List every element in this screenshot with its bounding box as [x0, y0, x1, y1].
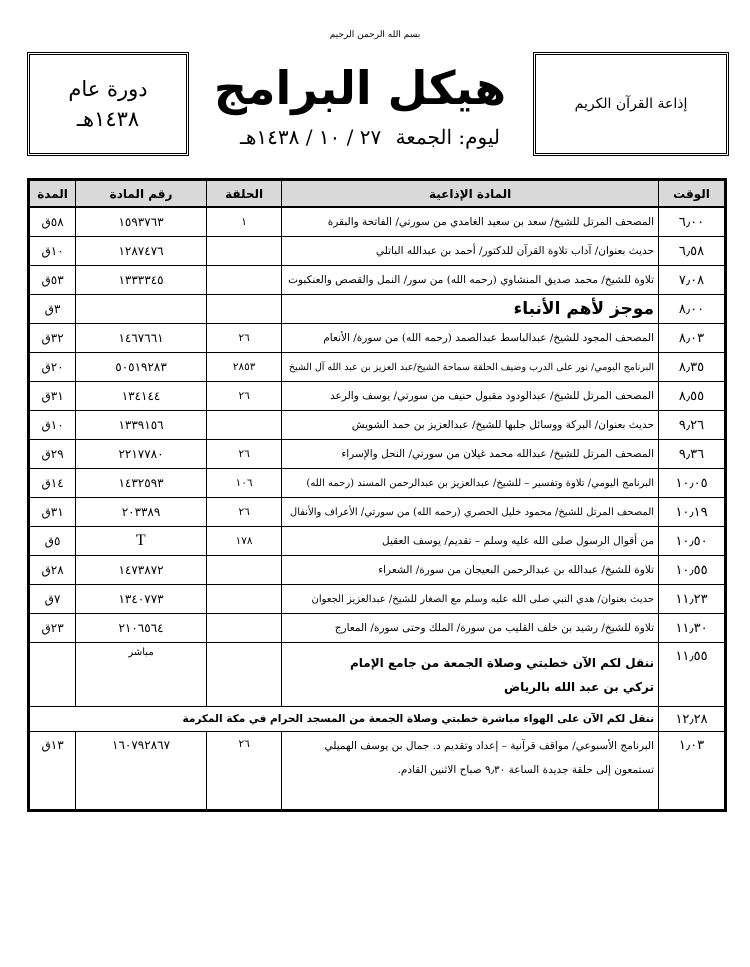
- station-box: [533, 52, 729, 156]
- table-row: [29, 411, 726, 440]
- last-line-1: البرنامج الأسبوعي/ مواقف قرآنية – إعداد وتقديم د. جمال بن يوسف الهميلي: [324, 740, 655, 752]
- row-program: المصحف المجود للشيخ/ عبدالباسط عبدالصمد (رحمه الله) من سورة/ الأنعام: [282, 324, 659, 353]
- row-duration: ١٤ق: [29, 469, 76, 498]
- row-code: ١٢٨٧٤٧٦: [76, 237, 207, 266]
- header-code: رقم المادة: [76, 180, 207, 208]
- header-episode: الحلقة: [206, 180, 281, 208]
- table-row: [29, 353, 726, 382]
- row-program: المصحف المرتل للشيخ/ عبدالله محمد غيلان من سورتي/ النحل والإسراء: [282, 440, 659, 469]
- table-row: [29, 585, 726, 614]
- row-program: البرنامج اليومي/ تلاوة وتفسير – للشيخ/ عبدالعزيز بن عبدالرحمن المسند (رحمه الله): [282, 469, 659, 498]
- row-time: ٩٫٢٦: [659, 411, 726, 440]
- row-program: البرنامج اليومي/ نور على الدرب وضيف الحلقة سماحة الشيخ/عبد العزيز بن عبد الله آل الشيخ: [282, 353, 659, 382]
- row-episode: ٢٦: [206, 324, 281, 353]
- row-program-haram: ننقل لكم الآن على الهواء مباشرة خطبتي وصلاة الجمعة من المسجد الحرام في مكة المكرمة: [29, 707, 659, 732]
- row-episode: ١٠٦: [206, 469, 281, 498]
- row-duration: ٧ق: [29, 585, 76, 614]
- row-code: ٢٢١٧٧٨٠: [76, 440, 207, 469]
- row-program-friday: [282, 643, 659, 707]
- row-code: ١٣٤١٤٤: [76, 382, 207, 411]
- row-episode: ١: [206, 207, 281, 237]
- row-program: [282, 732, 659, 811]
- table-row: [29, 614, 726, 643]
- row-time: ١٫٠٣: [659, 732, 726, 811]
- row-program: تلاوة للشيخ/ عبدالله بن عبدالرحمن البعيجان من سورة/ الشعراء: [282, 556, 659, 585]
- row-time: ١٠٫٠٥: [659, 469, 726, 498]
- table-row-news-brief: [29, 295, 726, 324]
- row-episode: [206, 614, 281, 643]
- table-row: [29, 527, 726, 556]
- row-episode: [206, 411, 281, 440]
- row-program: المصحف المرتل للشيخ/ سعد بن سعيد الغامدي من سورتي/ الفاتحة والبقرة: [282, 207, 659, 237]
- row-code: ٢١٠٦٥٦٤: [76, 614, 207, 643]
- row-code: [76, 295, 207, 324]
- session-box: [27, 52, 189, 156]
- row-code: T: [76, 527, 207, 556]
- row-duration: ٢٩ق: [29, 440, 76, 469]
- row-duration: ٣١ق: [29, 382, 76, 411]
- row-time: ٨٫٣٥: [659, 353, 726, 382]
- row-code-live: مباشر: [76, 643, 207, 707]
- table-row-haram-broadcast: [29, 707, 726, 732]
- header-time: الوقت: [659, 180, 726, 208]
- basmala: بسم الله الرحمن الرحيم: [329, 30, 421, 40]
- header-duration: المدة: [29, 180, 76, 208]
- row-time: ٨٫٠٣: [659, 324, 726, 353]
- row-program: المصحف المرتل للشيخ/ محمود خليل الحصري (رحمه الله) من سورتي/ الأعراف والأنفال: [282, 498, 659, 527]
- row-code: ١٤٣٢٥٩٣: [76, 469, 207, 498]
- row-duration: ٢٣ق: [29, 614, 76, 643]
- row-program: حديث بعنوان/ البركة ووسائل جلبها للشيخ/ عبدالعزيز بن حمد الشويش: [282, 411, 659, 440]
- day-label: ليوم: الجمعة: [395, 125, 501, 149]
- table-row: [29, 440, 726, 469]
- station-name: إذاعة القرآن الكريم: [574, 96, 688, 112]
- row-code: ١٤٧٣٨٧٢: [76, 556, 207, 585]
- row-episode: [206, 266, 281, 295]
- table-row: [29, 556, 726, 585]
- row-episode: ٢٦: [206, 382, 281, 411]
- row-program: من أقوال الرسول صلى الله عليه وسلم – تقديم/ يوسف العقيل: [282, 527, 659, 556]
- row-time: ١١٫٣٠: [659, 614, 726, 643]
- row-program: المصحف المرتل للشيخ/ عبدالودود مقبول حنيف من سورتي/ يوسف والرعد: [282, 382, 659, 411]
- table-row: [29, 207, 726, 237]
- row-code: ١٦٠٧٩٢٨٦٧: [76, 732, 207, 811]
- friday-line-2: تركي بن عبد الله بالرياض: [503, 679, 655, 694]
- page-title: هيكل البرامج: [213, 61, 507, 115]
- row-time: ٦٫٥٨: [659, 237, 726, 266]
- row-episode: ٢٦: [206, 440, 281, 469]
- date-value: ٢٧ / ١٠ / ١٤٣٨هـ: [239, 125, 382, 149]
- row-episode: ٢٦: [206, 498, 281, 527]
- table-row: [29, 469, 726, 498]
- date-line: [220, 125, 520, 149]
- row-episode: [206, 556, 281, 585]
- row-code: ٢٠٣٣٨٩: [76, 498, 207, 527]
- row-time: ٦٫٠٠: [659, 207, 726, 237]
- row-program-headline: موجز لأهم الأنباء: [282, 295, 659, 324]
- row-duration: ٢٨ق: [29, 556, 76, 585]
- row-duration: ٣٢ق: [29, 324, 76, 353]
- row-time: ١١٫٥٥: [659, 643, 726, 707]
- row-time: ١١٫٢٣: [659, 585, 726, 614]
- row-duration: ١٠ق: [29, 237, 76, 266]
- table-row: [29, 382, 726, 411]
- row-episode: ١٧٨: [206, 527, 281, 556]
- table-header-row: [29, 180, 726, 208]
- row-code: ١٥٩٣٧٦٣: [76, 207, 207, 237]
- row-duration: ٥٨ق: [29, 207, 76, 237]
- row-program: تلاوة للشيخ/ محمد صديق المنشاوي (رحمه الله) من سور/ النمل والقصص والعنكبوت: [282, 266, 659, 295]
- row-code: ١٣٤٠٧٧٣: [76, 585, 207, 614]
- row-code: ١٤٦٧٦٦١: [76, 324, 207, 353]
- row-episode: [206, 295, 281, 324]
- row-episode: ٢٨٥٣: [206, 353, 281, 382]
- row-program: حديث بعنوان/ آداب تلاوة القرآن للدكتور/ أحمد بن عبدالله الباتلي: [282, 237, 659, 266]
- session-year: ١٤٣٨هـ: [76, 107, 140, 131]
- row-duration: ١٠ق: [29, 411, 76, 440]
- row-time: ٨٫٥٥: [659, 382, 726, 411]
- row-code: ١٣٣٩١٥٦: [76, 411, 207, 440]
- row-duration: ٥٣ق: [29, 266, 76, 295]
- row-code: ٥٠٥١٩٢٨٣: [76, 353, 207, 382]
- row-episode: [206, 237, 281, 266]
- row-duration: ٥ق: [29, 527, 76, 556]
- table-row: [29, 498, 726, 527]
- row-duration: ١٣ق: [29, 732, 76, 811]
- row-program: تلاوة للشيخ/ رشيد بن خلف القليب من سورة/ الملك وحتى سورة/ المعارج: [282, 614, 659, 643]
- row-time: ٨٫٠٠: [659, 295, 726, 324]
- row-time: ١٠٫٥٥: [659, 556, 726, 585]
- row-time: ٩٫٣٦: [659, 440, 726, 469]
- table-row: [29, 732, 726, 811]
- schedule-table: [27, 178, 727, 812]
- row-program: حديث بعنوان/ هدي النبي صلى الله عليه وسلم مع الصغار للشيخ/ عبدالعزيز الجعوان: [282, 585, 659, 614]
- row-duration: ٣١ق: [29, 498, 76, 527]
- row-episode: [206, 643, 281, 707]
- table-row: [29, 266, 726, 295]
- table-row: [29, 324, 726, 353]
- session-label: دورة عام: [68, 77, 148, 101]
- row-duration: ٢٠ق: [29, 353, 76, 382]
- row-episode: [206, 585, 281, 614]
- header-program: المادة الإذاعية: [282, 180, 659, 208]
- row-duration: [29, 643, 76, 707]
- table-row-friday-prayer: [29, 643, 726, 707]
- row-code: ١٣٣٣٣٤٥: [76, 266, 207, 295]
- row-time: ١٠٫٥٠: [659, 527, 726, 556]
- last-line-2: تستمعون إلى حلقة جديدة الساعة ٩٫٣٠ صباح الاثنين القادم.: [397, 764, 655, 776]
- table-row: [29, 237, 726, 266]
- friday-line-1: ننقل لكم الآن خطبتي وصلاة الجمعة من جامع الإمام: [349, 655, 655, 670]
- row-time: ١٢٫٢٨: [659, 707, 726, 732]
- row-time: ٧٫٠٨: [659, 266, 726, 295]
- row-time: ١٠٫١٩: [659, 498, 726, 527]
- row-episode: ٢٦: [206, 732, 281, 811]
- row-duration: ٣ق: [29, 295, 76, 324]
